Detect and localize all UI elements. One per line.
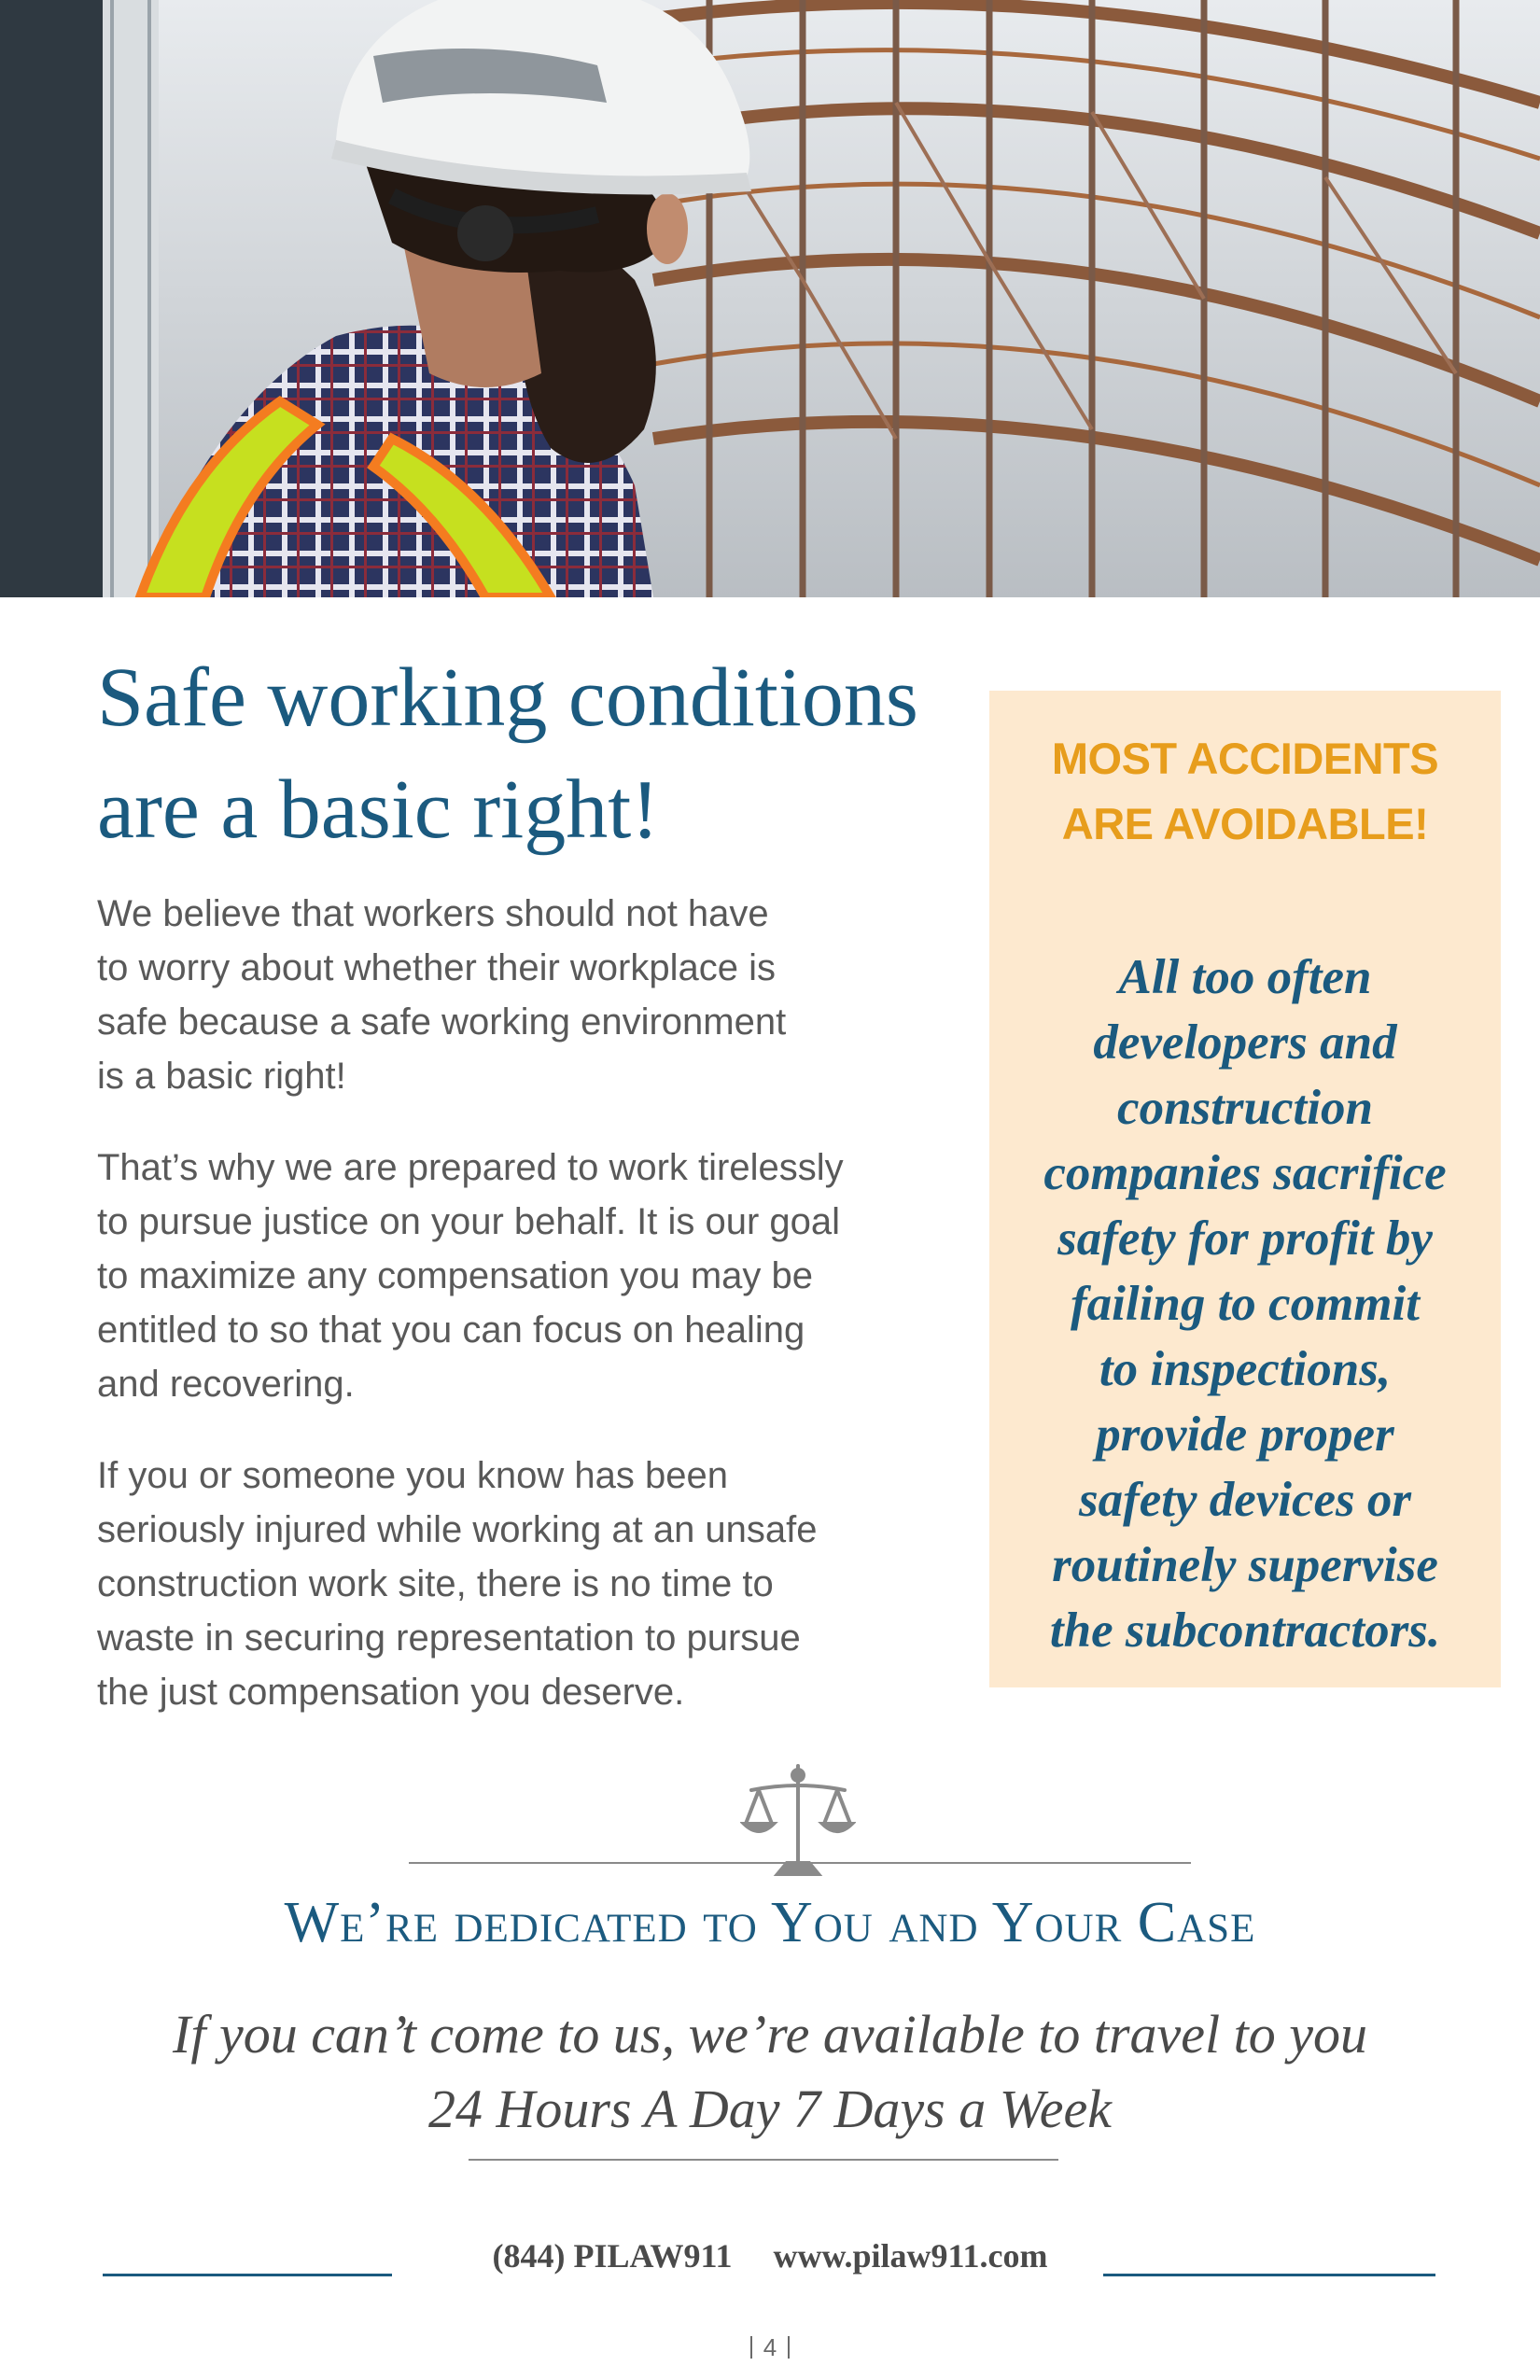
callout-title-line: MOST ACCIDENTS	[1051, 734, 1439, 783]
text-line: safe because a safe working environment	[97, 1001, 787, 1043]
text-line: to pursue justice on your behalf. It is our goal	[97, 1201, 841, 1242]
text-line: the just compensation you deserve.	[97, 1672, 685, 1713]
text-line: entitled to so that you can focus on healing	[97, 1309, 805, 1351]
website-link[interactable]: www.pilaw911.com	[773, 2237, 1048, 2275]
quote-line: companies sacrifice	[1043, 1146, 1447, 1200]
text-line: to worry about whether their workplace is	[97, 947, 776, 988]
quote-line: construction	[1117, 1081, 1373, 1135]
quote-line: routinely supervise	[1052, 1538, 1438, 1592]
quote-line: provide proper	[1096, 1407, 1394, 1462]
phone-number[interactable]: (844) PILAW911	[492, 2237, 733, 2275]
divider	[409, 1862, 1191, 1864]
hero-photo	[0, 0, 1540, 597]
quote-line: to inspections,	[1099, 1342, 1392, 1396]
quote-line: the subcontractors.	[1049, 1603, 1441, 1658]
callout-title	[989, 726, 1501, 857]
callout-quote	[989, 945, 1501, 1663]
page-number-value: 4	[763, 2333, 777, 2361]
page-number-bar	[750, 2336, 752, 2359]
paragraph-2	[97, 1141, 937, 1411]
title-line-1: Safe working conditions	[97, 651, 918, 744]
text-line: construction work site, there is no time to	[97, 1563, 774, 1604]
text-line: seriously injured while working at an unsafe	[97, 1509, 818, 1550]
construction-worker-illustration	[0, 0, 1540, 597]
callout-title-line: ARE AVOIDABLE!	[1061, 799, 1429, 848]
paragraph-3	[97, 1449, 937, 1719]
quote-line: developers and	[1093, 1015, 1397, 1070]
quote-line: failing to commit	[1071, 1277, 1420, 1331]
text-line: That’s why we are prepared to work tirelessly	[97, 1147, 844, 1188]
dedication-heading: We’re dedicated to You and Your Case	[284, 1891, 1256, 1954]
callout-box	[989, 691, 1501, 1687]
footer-contact	[0, 2236, 1540, 2275]
text-line: and recovering.	[97, 1364, 355, 1405]
divider	[469, 2159, 1058, 2161]
quote-line: safety devices or	[1078, 1473, 1412, 1527]
text-line: to maximize any compensation you may be	[97, 1255, 814, 1296]
page-title	[97, 642, 974, 866]
text-line: If you or someone you know has been	[97, 1455, 728, 1496]
text-line: We believe that workers should not have	[97, 893, 769, 934]
travel-statement	[0, 1997, 1540, 2147]
text-line: is a basic right!	[97, 1056, 346, 1097]
body-copy	[97, 887, 937, 1757]
page-number	[0, 2333, 1540, 2362]
quote-line: All too often	[1118, 950, 1372, 1004]
travel-line-1: If you can’t come to us, we’re available to travel to you	[173, 2004, 1367, 2065]
paragraph-1	[97, 887, 937, 1103]
text-line: waste in securing representation to pursue	[97, 1617, 801, 1659]
travel-line-2: 24 Hours A Day 7 Days a Week	[428, 2079, 1112, 2139]
page-number-bar	[788, 2336, 790, 2359]
title-line-2: are a basic right!	[97, 763, 660, 856]
quote-line: safety for profit by	[1057, 1211, 1433, 1266]
